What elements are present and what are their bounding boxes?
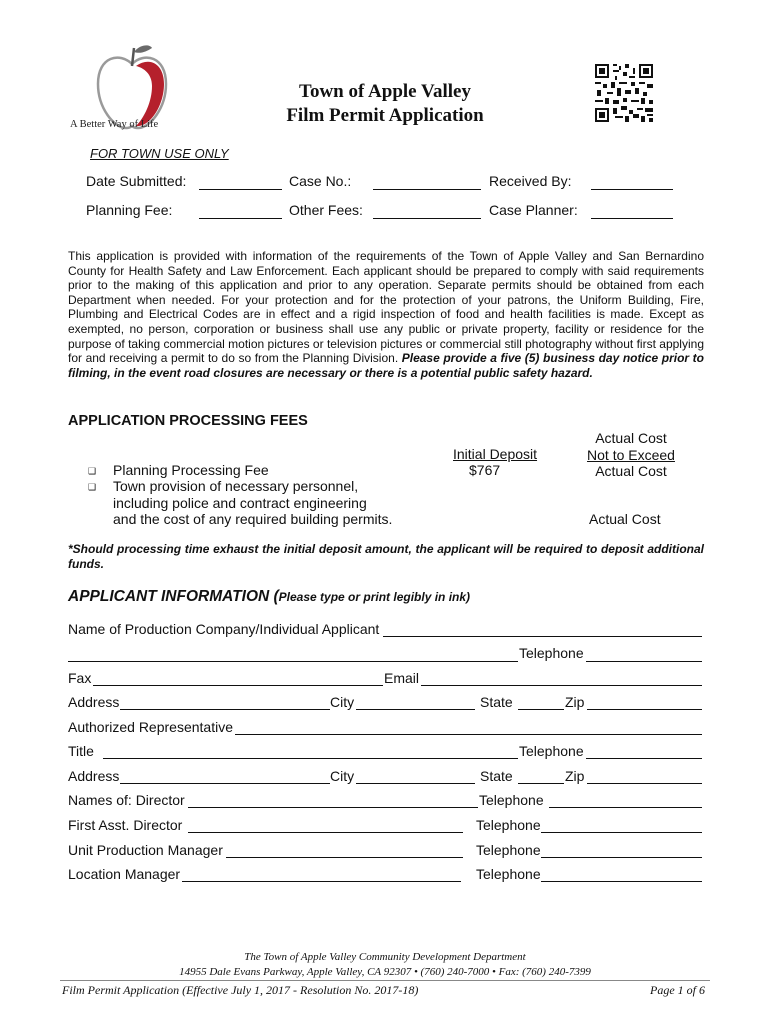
intro-text: This application is provided with information of the requirements of the Town of Apple Valley and San Bernardino County for Health Safety and Law Enforcement. Each applicant should be prepared to comply with said requirements prior to the making of this application and prior to any operation. Separate permits should be obtained from each Department when needed. For your protection and for the protection of your patrons, the Uniform Building, Fire, Plumbing and Electrical Codes are in effect and a rigid inspection of food and health facilities is made. Except as exempted, no person, corporation or business shall use any public or private property, facility or residence for the purpose of taking commercial motion pictures or television pictures or commercial still photography without first applying for and receiving a permit to do so from the Planning Division.: [68, 249, 704, 366]
state-label-2: State: [480, 768, 513, 784]
address-label: Address: [68, 694, 120, 710]
name-field[interactable]: [383, 636, 702, 637]
name-label: Name of Production Company/Individual Applicant: [68, 621, 380, 637]
city-field[interactable]: [356, 709, 475, 710]
location-manager-label: Location Manager: [68, 866, 181, 882]
fees-heading: APPLICATION PROCESSING FEES: [68, 413, 308, 429]
first-asst-label: First Asst. Director: [68, 817, 183, 833]
address-field[interactable]: [120, 709, 330, 710]
checkbox-bullet-icon: ❑: [88, 466, 97, 476]
zip-field-2[interactable]: [587, 783, 702, 784]
director-field[interactable]: [188, 807, 478, 808]
footer-address: 14955 Dale Evans Parkway, Apple Valley, CA 92307 • (760) 240-7000 • Fax: (760) 240-7399: [179, 966, 591, 978]
city-field-2[interactable]: [356, 783, 475, 784]
zip-label-2: Zip: [565, 768, 585, 784]
fee-item-personnel: [113, 478, 392, 528]
director-telephone-field[interactable]: [549, 807, 702, 808]
city-label-2: City: [330, 768, 355, 784]
fee-item-planning: Planning Processing Fee: [113, 462, 269, 478]
deposit-note: *Should processing time exhaust the initial deposit amount, the applicant will be required to deposit additional funds.: [68, 542, 704, 571]
case-no-field[interactable]: [373, 175, 481, 190]
director-telephone-label: Telephone: [479, 792, 544, 808]
planning-fee-field[interactable]: [199, 204, 282, 219]
first-asst-field[interactable]: [188, 832, 463, 833]
email-label: Email: [384, 670, 420, 686]
telephone-field-2[interactable]: [586, 758, 702, 759]
location-manager-field[interactable]: [182, 881, 461, 882]
zip-label: Zip: [565, 694, 585, 710]
logo-tagline: A Better Way of Life: [70, 119, 159, 130]
telephone-label: Telephone: [519, 645, 584, 661]
director-label: Names of: Director: [68, 792, 185, 808]
intro-paragraph: [68, 249, 704, 380]
applicant-heading-main: APPLICANT INFORMATION (: [68, 588, 279, 605]
fax-label: Fax: [68, 670, 92, 686]
email-field[interactable]: [421, 685, 702, 686]
telephone-label-2: Telephone: [519, 743, 584, 759]
telephone-field[interactable]: [586, 661, 702, 662]
checkbox-bullet-icon: ❑: [88, 482, 97, 492]
other-fees-label: Other Fees:: [289, 202, 363, 218]
qr-code-icon: [595, 64, 653, 122]
state-field[interactable]: [518, 709, 564, 710]
name-field-line2[interactable]: [68, 661, 518, 662]
page-title-line2: Film Permit Application: [286, 105, 484, 126]
location-manager-telephone-field[interactable]: [541, 881, 702, 882]
actual-cost-header: [571, 430, 691, 480]
date-submitted-label: Date Submitted:: [86, 173, 187, 189]
applicant-heading: [68, 588, 470, 606]
state-label: State: [480, 694, 513, 710]
upm-telephone-label: Telephone: [476, 842, 541, 858]
first-asst-telephone-label: Telephone: [476, 817, 541, 833]
received-by-label: Received By:: [489, 173, 572, 189]
item1-deposit: $767: [469, 462, 501, 478]
state-field-2[interactable]: [518, 783, 564, 784]
page-title-line1: Town of Apple Valley: [299, 81, 471, 102]
authorized-rep-label: Authorized Representative: [68, 719, 233, 735]
city-label: City: [330, 694, 355, 710]
zip-field[interactable]: [587, 709, 702, 710]
title-label: Title: [68, 743, 94, 759]
upm-telephone-field[interactable]: [541, 857, 702, 858]
authorized-rep-field[interactable]: [235, 734, 702, 735]
planning-fee-label: Planning Fee:: [86, 202, 173, 218]
fee-item-personnel-line2: including police and contract engineering: [113, 494, 367, 511]
date-submitted-field[interactable]: [199, 175, 282, 190]
first-asst-telephone-field[interactable]: [541, 832, 702, 833]
actual-cost-header-line1: Actual Cost: [595, 430, 667, 446]
title-field[interactable]: [103, 758, 518, 759]
notice-warning: Please provide a five (5) business day notice prior to filming, in the event road closures are necessary or there is a potential public safety hazard.: [68, 351, 704, 380]
footer-form-name: Film Permit Application (Effective July 1, 2017 - Resolution No. 2017-18): [62, 983, 419, 997]
fee-item-personnel-line1: Town provision of necessary personnel,: [113, 478, 359, 494]
footer-page-number: Page 1 of 6: [650, 983, 705, 997]
applicant-heading-sub: Please type or print legibly in ink): [278, 590, 471, 604]
case-planner-field[interactable]: [591, 204, 673, 219]
received-by-field[interactable]: [591, 175, 673, 190]
upm-label: Unit Production Manager: [68, 842, 223, 858]
case-no-label: Case No.:: [289, 173, 352, 189]
town-use-heading: FOR TOWN USE ONLY: [90, 146, 229, 161]
other-fees-field[interactable]: [373, 204, 481, 219]
fax-field[interactable]: [93, 685, 383, 686]
case-planner-label: Case Planner:: [489, 202, 578, 218]
address-field-2[interactable]: [120, 783, 330, 784]
location-manager-telephone-label: Telephone: [476, 866, 541, 882]
item2-cost: Actual Cost: [589, 511, 661, 527]
fee-item-personnel-line3: and the cost of any required building permits.: [113, 511, 393, 527]
item1-cost: Actual Cost: [595, 463, 667, 479]
upm-field[interactable]: [226, 857, 463, 858]
actual-cost-header-line2: Not to Exceed: [587, 446, 675, 463]
initial-deposit-header: Initial Deposit: [453, 446, 538, 462]
footer-divider: [60, 980, 710, 981]
footer-department: The Town of Apple Valley Community Development Department: [244, 951, 526, 963]
address-label-2: Address: [68, 768, 120, 784]
